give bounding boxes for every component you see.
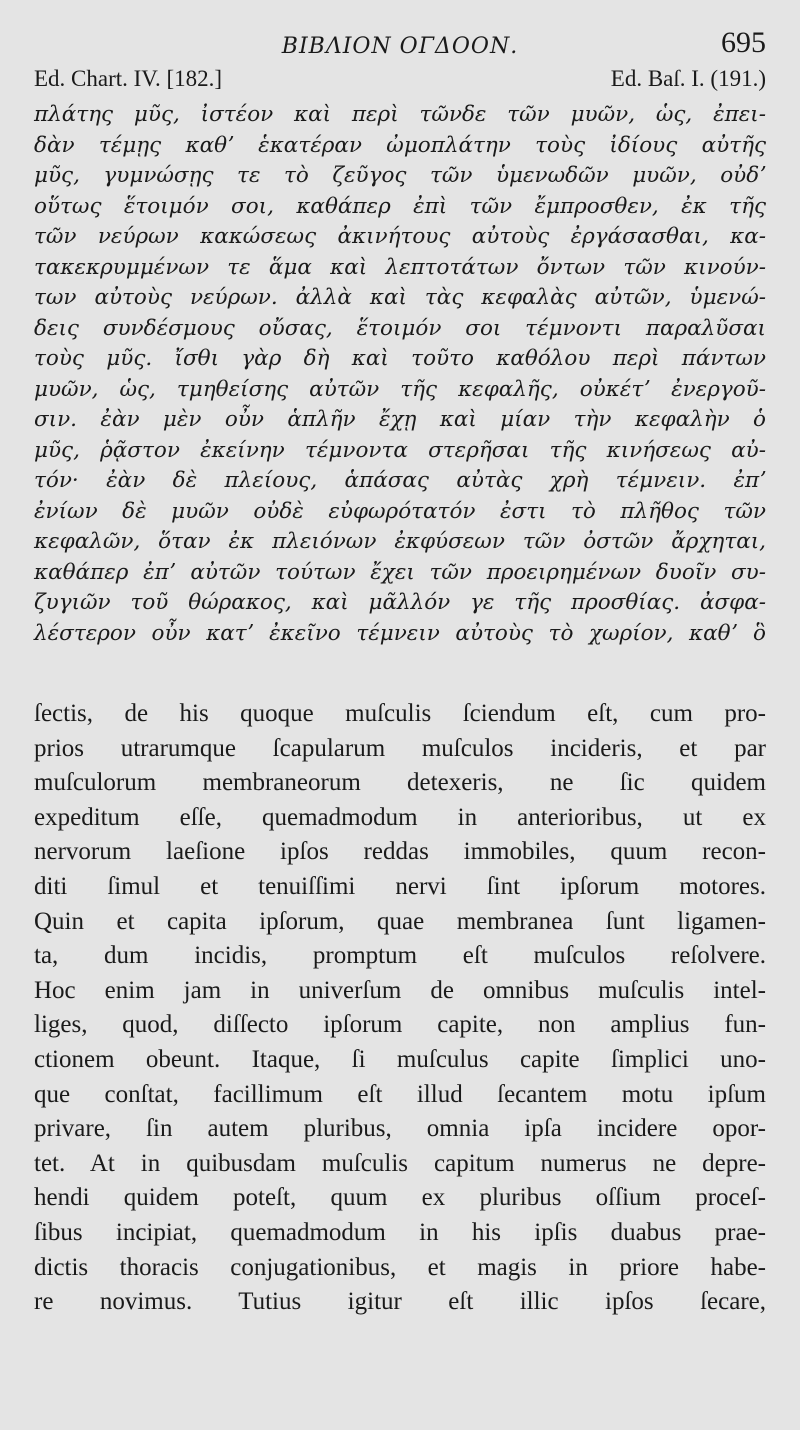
greek-text-block	[34, 100, 766, 649]
latin-text-line: re novimus. Tutius igitur eſt illic ipſos ſecare,	[34, 1288, 766, 1316]
greek-text-line: λέστερον οὖν κατʼ ἐκεῖνο τέμνειν αὐτοὺς τὸ χωρίον, καθʼ ὃ	[34, 620, 766, 646]
greek-text-line: μῦς, ῥᾷστον ἐκείνην τέμνοντα στερῆσαι τῆς κινήσεως αὐ-	[34, 437, 766, 463]
edition-basel-ref: Ed. Baſ. I. (191.)	[610, 66, 766, 91]
greek-text-line: μυῶν, ὡς, τμηθείσης αὐτῶν τῆς κεφαλῆς, οὐκέτʼ ἐνεργοῦ-	[34, 376, 766, 402]
latin-text-line: muſculorum membraneorum detexeris, ne ſic quidem	[34, 769, 766, 797]
page-number: 695	[721, 26, 766, 59]
running-title: ΒΙΒΛΙΟΝ ΟΓΔΟΟΝ.	[281, 34, 519, 59]
latin-text-line: ta, dum incidis, promptum eſt muſculos reſolvere.	[34, 942, 766, 970]
greek-text-line: μῦς, γυμνώσῃς τε τὸ ζεῦγος τῶν ὑμενωδῶν μυῶν, οὐδʼ	[34, 163, 766, 188]
latin-text-line: hendi quidem poteſt, quum ex pluribus oſſium proceſ-	[34, 1184, 766, 1212]
latin-text-line: prios utrarumque ſcapularum muſculos incideris, et par	[34, 734, 766, 762]
latin-text-line: liges, quod, diſſecto ipſorum capite, non amplius fun-	[34, 1011, 766, 1039]
greek-text-line: τακεκρυμμένων τε ἅμα καὶ λεπτοτάτων ὄντων τῶν κινούν-	[34, 254, 766, 280]
greek-text-line: οὕτως ἕτοιμόν σοι, καθάπερ ἐπὶ τῶν ἔμπροσθεν, ἐκ τῆς	[34, 193, 766, 219]
greek-text-line: καθάπερ ἐπʼ αὐτῶν τούτων ἔχει τῶν προειρημένων δυοῖν συ-	[34, 559, 766, 585]
greek-text-line: τῶν νεύρων κακώσεως ἀκινήτους αὐτοὺς ἐργάσασθαι, κα-	[34, 224, 766, 249]
greek-text-line: δεις συνδέσμους οὔσας, ἕτοιμόν σοι τέμνοντι παραλῦσαι	[34, 315, 766, 341]
edition-chartier-ref: Ed. Chart. IV. [182.]	[34, 66, 223, 91]
latin-text-line: que conſtat, facillimum eſt illud ſecantem motu ipſum	[34, 1080, 766, 1108]
latin-text-line: expeditum eſſe, quemadmodum in anterioribus, ut ex	[34, 803, 766, 831]
running-head	[34, 26, 766, 66]
latin-text-line: Quin et capita ipſorum, quae membranea ſunt ligamen-	[34, 907, 766, 935]
greek-text-line: τοὺς μῦς. ἴσθι γὰρ δὴ καὶ τοῦτο καθόλου περὶ πάντων	[34, 346, 766, 371]
latin-text-line: ſibus incipiat, quemadmodum in his ipſis duabus prae-	[34, 1218, 766, 1246]
greek-text-line: των αὐτοὺς νεύρων. ἀλλὰ καὶ τὰς κεφαλὰς αὐτῶν, ὑμενώ-	[34, 285, 766, 310]
greek-text-line: δὰν τέμῃς καθʼ ἑκατέραν ὠμοπλάτην τοὺς ἰδίους αὐτῆς	[34, 132, 766, 158]
greek-text-line: κεφαλῶν, ὅταν ἐκ πλειόνων ἐκφύσεων τῶν ὀστῶν ἄρχηται,	[34, 529, 766, 554]
edition-reference-line	[34, 66, 766, 100]
latin-text-line: diti ſimul et tenuiſſimi nervi ſint ipſorum motores.	[34, 872, 766, 900]
latin-text-line: ctionem obeunt. Itaque, ſi muſculus capite ſimplici uno-	[34, 1045, 766, 1073]
greek-text-line: σιν. ἐὰν μὲν οὖν ἁπλῆν ἔχῃ καὶ μίαν τὴν κεφαλὴν ὁ	[34, 407, 766, 432]
greek-text-line: ἐνίων δὲ μυῶν οὐδὲ εὐφωρότατόν ἐστι τὸ πλῆθος τῶν	[34, 498, 766, 524]
greek-text-line: τόν· ἐὰν δὲ πλείους, ἁπάσας αὐτὰς χρὴ τέμνειν. ἐπʼ	[34, 468, 766, 493]
greek-text-line: ζυγιῶν τοῦ θώρακος, καὶ μᾶλλόν γε τῆς προσθίας. ἀσφα-	[34, 590, 766, 615]
latin-text-line: tet. At in quibusdam muſculis capitum numerus ne depre-	[34, 1149, 766, 1177]
latin-text-line: Hoc enim jam in univerſum de omnibus muſculis intel-	[34, 976, 766, 1004]
greek-text-line: πλάτης μῦς, ἰστέον καὶ περὶ τῶνδε τῶν μυῶν, ὡς, ἐπει-	[34, 102, 766, 127]
latin-text-line: privare, ſin autem pluribus, omnia ipſa incidere opor-	[34, 1115, 766, 1143]
latin-text-line: ſectis, de his quoque muſculis ſciendum eſt, cum pro-	[34, 700, 766, 727]
latin-text-line: dictis thoracis conjugationibus, et magis in priore habe-	[34, 1253, 766, 1281]
latin-text-line: nervorum laeſione ipſos reddas immobiles, quum recon-	[34, 838, 766, 866]
latin-text-block	[34, 697, 766, 1320]
